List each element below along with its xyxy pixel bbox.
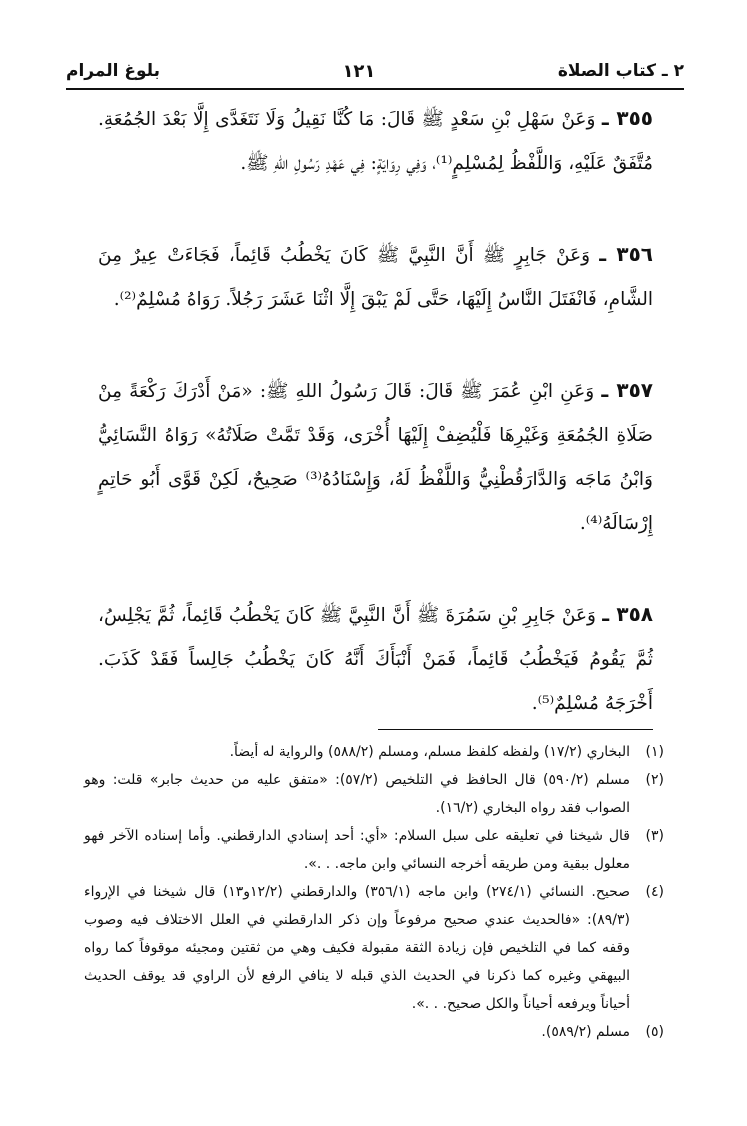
hadith-text: وَعَنْ سَهْلِ بْنِ سَعْدٍ ﷺ قَالَ: مَا كُنَّا نَقِيلُ وَلَا نَتَغَدَّى إِلَّا بَعْدَ الجُمُعَةِ. مُتَّفَقٌ عَلَيْهِ، وَاللَّفْظُ لِمُسْلِمٍ⁽¹⁾، وَفِي رِوَايَةٍ: فِي عَهْدِ رَسُولِ اللهِ ﷺ. [98, 109, 653, 174]
footnote-text: مسلم (٥٩٠/٢) قال الحافظ في التلخيص (٥٧/٢): «متفق عليه من حديث جابر» قلت: وهو الصواب فقد رواه البخاري (١٦/٢). [84, 772, 630, 816]
hadith-number: ٣٥٥ ـ [601, 106, 653, 130]
footnote-2 [84, 766, 664, 822]
footnote-text: البخاري (١٧/٢) ولفظه كلفظ مسلم، ومسلم (٥٨٨/٢) والرواية له أيضاً. [229, 744, 630, 760]
hadith-number: ٣٥٧ ـ [601, 378, 653, 402]
footnote-5 [84, 1018, 664, 1046]
hadith-357 [98, 368, 653, 546]
chapter-title: ٢ ـ كتاب الصلاة [557, 61, 684, 81]
footnote-3 [84, 822, 664, 878]
book-title: بلوغ المرام [66, 61, 160, 81]
footnote-text: قال شيخنا في تعليقه على سبل السلام: «أي: أحد إسنادي الدارقطني. وأما إسناده الآخر فهو معلول ببقية ومن طريقه أخرجه النسائي وابن ماجه. . .». [84, 828, 630, 872]
page-number: ١٢١ [342, 60, 376, 82]
hadith-text: وَعَنْ جَابِرِ بْنِ سَمُرَةَ ﷺ أَنَّ النَّبِيَّ ﷺ كَانَ يَخْطُبُ قَائِماً، ثُمَّ يَجْلِسُ، ثُمَّ يَقُومُ فَيَخْطُبُ قَائِماً، فَمَنْ أَنْبَأَكَ أَنَّهُ كَانَ يَخْطُبُ جَالِساً فَقَدْ كَذَبَ. أَخْرَجَهُ مُسْلِمٌ⁽⁵⁾. [98, 605, 653, 714]
hadith-number: ٣٥٨ ـ [602, 602, 653, 626]
footnotes [84, 738, 664, 1046]
hadith-355 [98, 96, 653, 186]
footnote-4 [84, 878, 664, 1018]
hadith-356 [98, 232, 653, 322]
footnote-text: صحيح. النسائي (٢٧٤/١) وابن ماجه (٣٥٦/١) والدارقطني (١٢/٢و١٣) قال شيخنا في الإرواء (٨٩/٣): «فالحديث عندي صحيح مرفوعاً وإن ذكر الدارقطني في العلل الاختلاف فيه وصوب وقفه كما في التلخيص فإن زيادة الثقة مقبولة فكيف وهي من ثقتين ومجيئه موقوفاً كما رواه البيهقي وغيره كما ذكرنا في الحديث الذي قبله لا ينافي الرفع لأن الراوي قد يوقف الحديث أحياناً ويرفعه أحياناً والكل صحيح. . .». [84, 884, 631, 1012]
header-divider [66, 88, 684, 90]
main-text [98, 96, 653, 726]
footnote-number: (٢) [645, 772, 664, 788]
footnote-text: مسلم (٥٨٩/٢). [541, 1024, 630, 1040]
footnote-1 [84, 738, 664, 766]
footnote-number: (٥) [645, 1024, 664, 1040]
footnote-number: (٤) [645, 884, 664, 900]
page-header [66, 56, 684, 86]
hadith-number: ٣٥٦ ـ [599, 242, 653, 266]
hadith-358 [98, 592, 653, 726]
footnote-divider [378, 729, 653, 730]
hadith-text: وَعَنِ ابْنِ عُمَرَ ﷺ قَالَ: قَالَ رَسُولُ اللهِ ﷺ: «مَنْ أَدْرَكَ رَكْعَةً مِنْ صَلَاةِ الجُمُعَةِ وَغَيْرِهَا فَلْيُضِفْ إِلَيْهَا أُخْرَى، وَقَدْ تَمَّتْ صَلَاتُهُ» رَوَاهُ النَّسَائِيُّ وَابْنُ مَاجَه وَالدَّارَقُطْنِيُّ وَاللَّفْظُ لَهُ، وَإِسْنَادُهُ⁽³⁾ صَحِيحٌ، لَكِنْ قَوَّى أَبُو حَاتِمٍ إِرْسَالَهُ⁽⁴⁾. [98, 381, 653, 534]
hadith-text: وَعَنْ جَابِرٍ ﷺ أَنَّ النَّبِيَّ ﷺ كَانَ يَخْطُبُ قَائِماً، فَجَاءَتْ عِيرٌ مِنَ الشَّامِ، فَانْفَتَلَ النَّاسُ إِلَيْهَا، حَتَّى لَمْ يَبْقَ إِلَّا اثْنَا عَشَرَ رَجُلاً. رَوَاهُ مُسْلِمٌ⁽²⁾. [98, 245, 653, 310]
footnote-number: (٣) [645, 828, 664, 844]
footnote-number: (١) [645, 744, 664, 760]
